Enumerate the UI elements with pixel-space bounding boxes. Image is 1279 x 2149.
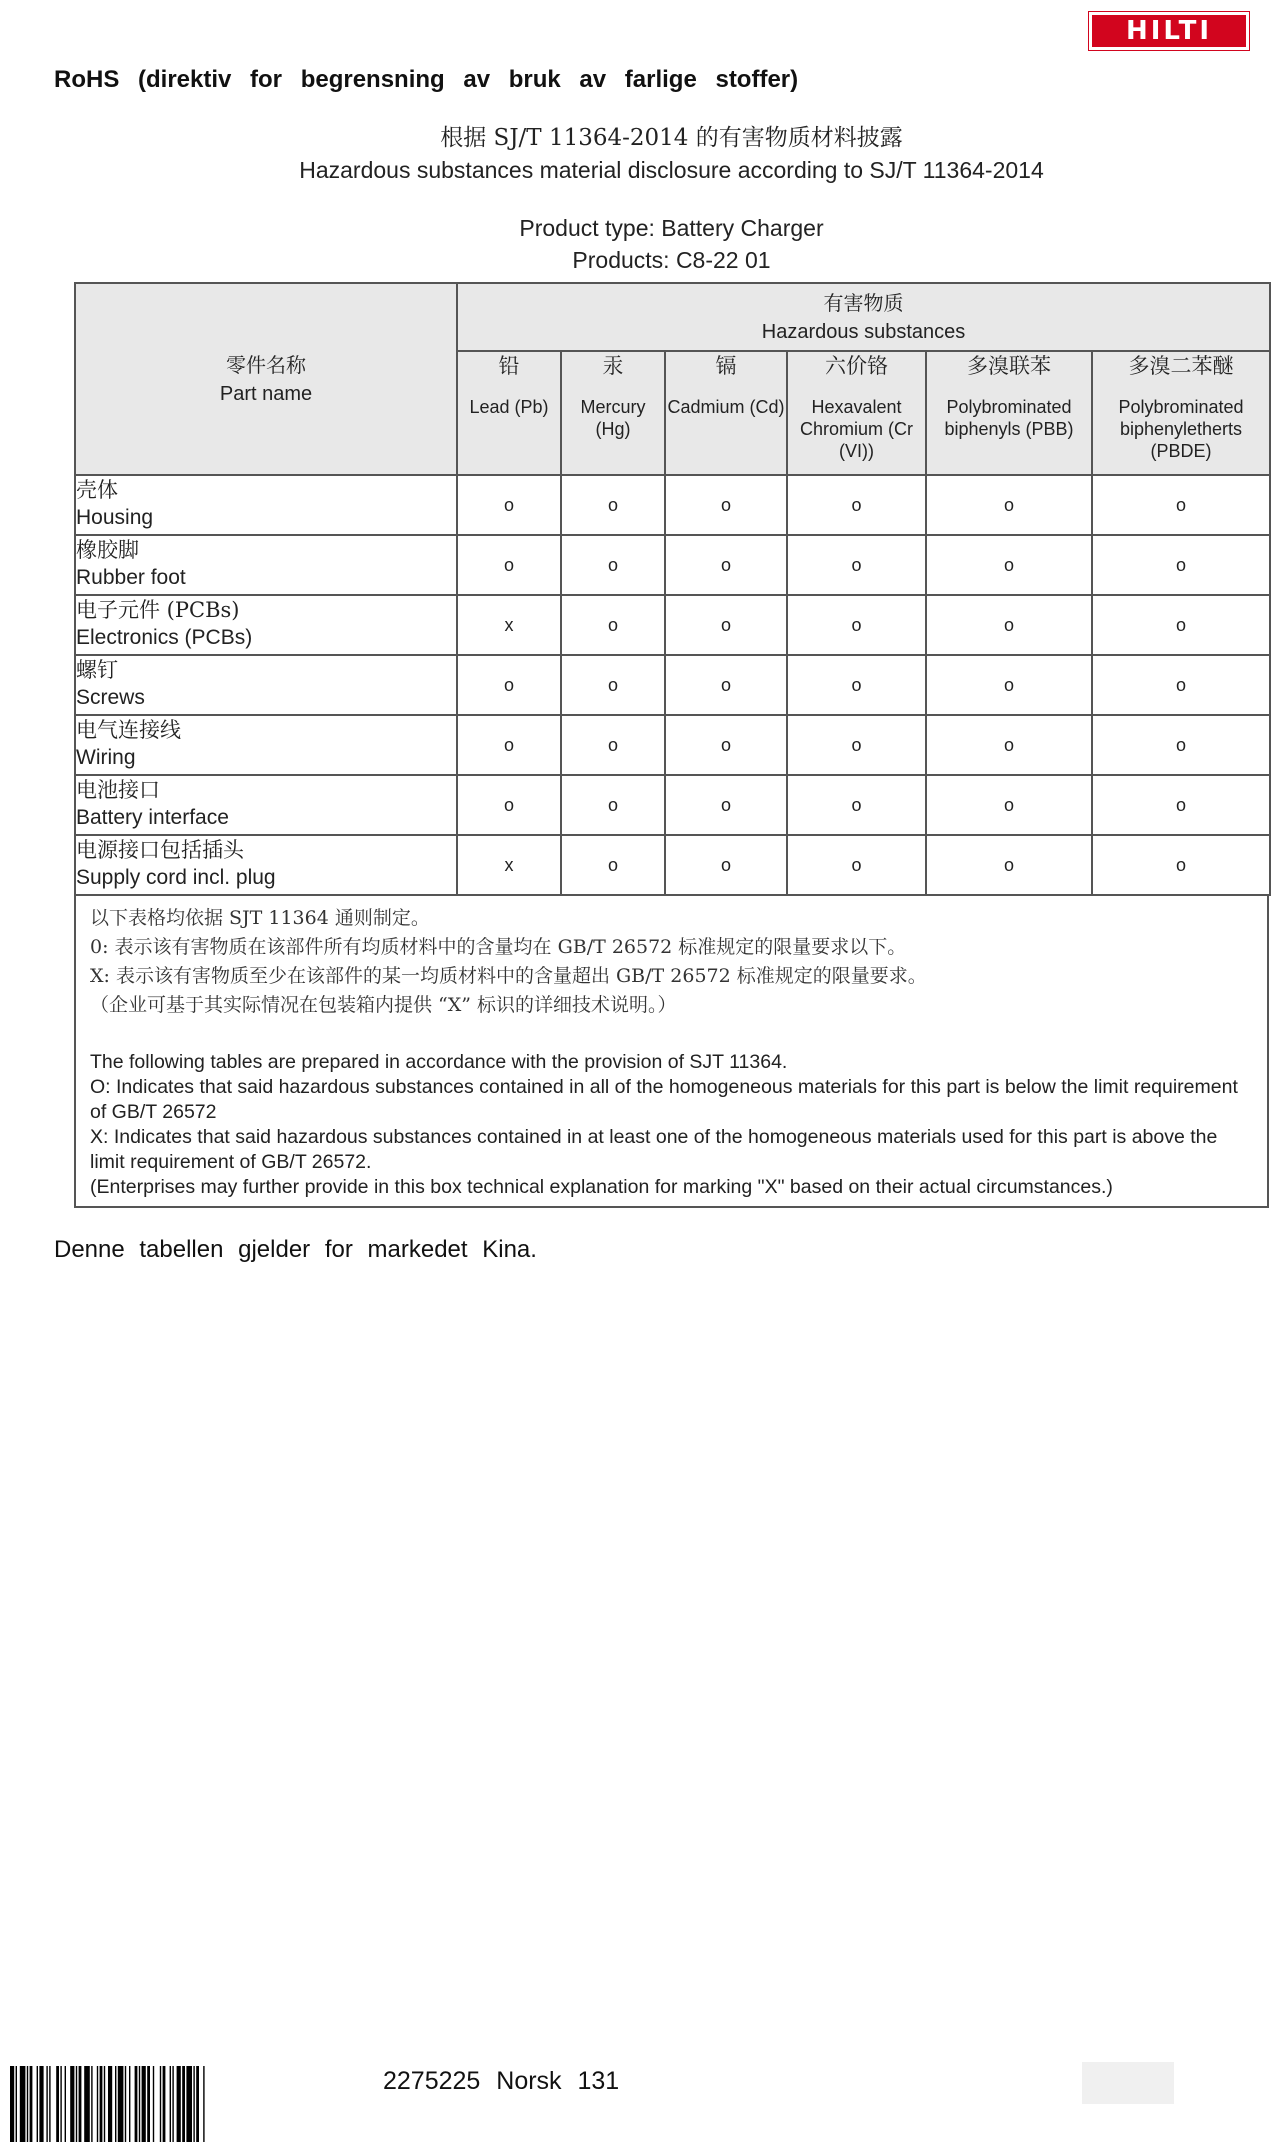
part-name-en: Housing [76,506,154,529]
substance-mark-cell: o [457,475,561,535]
group-header-cn: 有害物质 [823,290,904,315]
barcode-bar [129,2066,130,2142]
substance-mark-cell: o [787,835,926,895]
note-cn-3: X: 表示该有害物质至少在该部件的某一均质材料中的含量超出 GB/T 26572 标准规定的限量要求。 [90,965,927,987]
substance-mark-cell: o [457,535,561,595]
barcode-bar [147,2066,150,2142]
barcode-bar [100,2066,103,2142]
part-name-header [75,283,457,475]
substance-mercury-header [561,351,665,475]
substance-en: Hexavalent Chromium (Cr (VI)) [799,397,913,461]
disclosure-scan [74,122,1269,1208]
substance-mark-cell: x [457,595,561,655]
substance-mark-cell: o [787,535,926,595]
substance-mark-cell: o [926,715,1092,775]
substance-cn: 多溴二苯醚 [1128,354,1234,378]
part-name-cell [75,535,457,595]
barcode-bar [91,2066,92,2142]
substance-mark-cell: o [1092,655,1270,715]
part-name-en: Electronics (PCBs) [76,626,253,649]
substance-mark-cell: o [457,655,561,715]
note-en-4: (Enterprises may further provide in this box technical explanation for marking "X" based on their actual circumstances.) [90,1176,1113,1198]
table-row [75,655,1270,715]
barcode-bar [104,2066,105,2142]
barcode-bar [20,2066,26,2142]
barcode-bar [39,2066,43,2142]
part-header-cn: 零件名称 [226,352,306,377]
part-name-cn: 壳体 [76,478,118,502]
substance-chromium-header [787,351,926,475]
part-name-cn: 电气连接线 [76,718,181,742]
substance-mark-cell: x [457,835,561,895]
part-header-en: Part name [219,382,313,405]
logo-text: HILTI [1125,16,1213,46]
barcode-bar [65,2066,66,2142]
disclosure-title-cn: 根据 SJ/T 11364-2014 的有害物质材料披露 [440,125,903,151]
substance-mark-cell: o [926,775,1092,835]
substance-mark-cell: o [787,475,926,535]
barcode-bar [142,2066,146,2142]
barcode-bar [10,2066,14,2142]
table-row [75,595,1270,655]
substance-mark-cell: o [926,535,1092,595]
barcode-bar [125,2066,126,2142]
barcode-bar [56,2066,59,2142]
barcode-bar [46,2066,47,2142]
barcode-bar [118,2066,124,2142]
substance-en: Lead (Pb) [469,397,549,417]
substance-en: Mercury (Hg) [580,397,646,439]
part-name-cell [75,715,457,775]
substance-mark-cell: o [787,595,926,655]
barcode-bar [153,2066,154,2142]
barcode-bar [84,2066,90,2142]
part-name-en: Battery interface [76,806,229,829]
barcode-bar [160,2066,161,2142]
barcode-bar [16,2066,17,2142]
substance-mark-cell: o [1092,595,1270,655]
substance-mark-cell: o [561,835,665,895]
substance-cn: 铅 [498,354,520,378]
substance-mark-cell: o [561,595,665,655]
barcode-bar [30,2066,33,2142]
substance-en: Cadmium (Cd) [667,397,785,417]
barcode-bar [27,2066,28,2142]
part-name-cn: 螺钉 [76,658,118,682]
part-name-cell [75,775,457,835]
part-name-cn: 电子元件 (PCBs) [76,598,240,622]
part-name-cell [75,835,457,895]
table-row [75,535,1270,595]
barcode-bar [115,2066,116,2142]
barcode-bar [108,2066,112,2142]
note-en-3: X: Indicates that said hazardous substances contained in at least one of the homogeneous materials used for this part is above the limit requirement of GB/T 26572. [90,1126,1218,1173]
substance-mark-cell: o [665,595,787,655]
barcode-bar [79,2066,82,2142]
substance-mark-cell: o [665,775,787,835]
substance-mark-cell: o [1092,715,1270,775]
part-name-en: Screws [76,686,145,709]
barcode-bar [172,2066,173,2142]
part-name-cell [75,595,457,655]
substance-cadmium-header [665,351,787,475]
substance-mark-cell: o [457,715,561,775]
substance-mark-cell: o [926,595,1092,655]
substance-en: Polybrominated biphenyls (PBB) [944,397,1074,439]
barcode-bar [163,2066,166,2142]
note-cn-2: 0: 表示该有害物质在该部件所有均质材料中的含量均在 GB/T 26572 标准规定的限量要求以下。 [90,936,907,958]
barcode-bar [49,2066,50,2142]
document-number: 2275225 Norsk 131 [383,2067,620,2095]
substance-mark-cell: o [1092,835,1270,895]
part-name-cn: 电源接口包括插头 [76,838,244,862]
footer-note: Denne tabellen gjelder for markedet Kina. [54,1236,537,1263]
barcode-bar [170,2066,171,2142]
barcode [10,2066,350,2142]
substance-mark-cell: o [561,535,665,595]
barcode-bar [139,2066,140,2142]
barcode-bar [182,2066,185,2142]
substance-mark-cell: o [561,775,665,835]
substance-mark-cell: o [457,775,561,835]
substance-mark-cell: o [787,715,926,775]
substance-mark-cell: o [926,655,1092,715]
table-row [75,475,1270,535]
part-name-cell [75,475,457,535]
part-name-en: Supply cord incl. plug [76,866,276,889]
group-header-en: Hazardous substances [761,320,966,343]
hilti-logo [1089,12,1249,50]
barcode-bar [203,2066,204,2142]
barcode-bar [97,2066,98,2142]
note-cn-4: （企业可基于其实际情况在包装箱内提供 “X” 标识的详细技术说明。） [90,994,677,1016]
part-name-cn: 电池接口 [76,778,160,802]
substance-en: Polybrominated biphenyletherts (PBDE) [1118,397,1244,461]
substance-mark-cell: o [787,775,926,835]
barcode-bar [37,2066,38,2142]
barcode-bar [70,2066,74,2142]
substance-pbde-header [1092,351,1270,475]
note-cn-1: 以下表格均依据 SJT 11364 通则制定。 [90,907,430,929]
barcode-bar [186,2066,192,2142]
substance-cn: 多溴联苯 [967,354,1051,378]
barcode-bar [135,2066,138,2142]
substance-mark-cell: o [665,535,787,595]
substance-mark-cell: o [665,835,787,895]
substance-cn: 汞 [602,354,624,378]
page-tab-marker [1082,2062,1174,2104]
product-type: Product type: Battery Charger [519,215,824,241]
page-heading: RoHS (direktiv for begrensning av bruk av farlige stoffer) [54,66,799,93]
disclosure-title-en: Hazardous substances material disclosure according to SJ/T 11364-2014 [299,157,1044,183]
substance-mark-cell: o [561,655,665,715]
products: Products: C8-22 01 [572,247,771,273]
part-name-cn: 橡胶脚 [76,538,139,562]
barcode-bar [177,2066,181,2142]
substance-mark-cell: o [787,655,926,715]
table-row [75,835,1270,895]
substance-lead-header [457,351,561,475]
note-en-2: O: Indicates that said hazardous substances contained in all of the homogeneous materials for this part is below the limit requirement of GB/T 26572 [90,1076,1238,1123]
substance-mark-cell: o [926,475,1092,535]
substance-mark-cell: o [665,475,787,535]
part-name-en: Wiring [76,746,136,769]
substance-mark-cell: o [1092,535,1270,595]
barcode-bar [196,2066,199,2142]
substance-mark-cell: o [926,835,1092,895]
substance-mark-cell: o [561,715,665,775]
barcode-bar [76,2066,77,2142]
barcode-bar [193,2066,194,2142]
substance-pbb-header [926,351,1092,475]
substance-mark-cell: o [1092,775,1270,835]
table-row [75,715,1270,775]
substance-cn: 六价铬 [825,354,888,378]
substance-mark-cell: o [665,715,787,775]
part-name-en: Rubber foot [76,566,186,589]
notes-box [74,896,1269,1208]
barcode-bar [60,2066,61,2142]
substance-mark-cell: o [665,655,787,715]
substance-mark-cell: o [1092,475,1270,535]
note-en-1: The following tables are prepared in accordance with the provision of SJT 11364. [90,1051,788,1073]
hazardous-substances-header [457,283,1270,351]
table-row [75,775,1270,835]
substance-mark-cell: o [561,475,665,535]
substance-cn: 镉 [715,354,737,378]
hazardous-substances-table [74,282,1271,896]
part-name-cell [75,655,457,715]
